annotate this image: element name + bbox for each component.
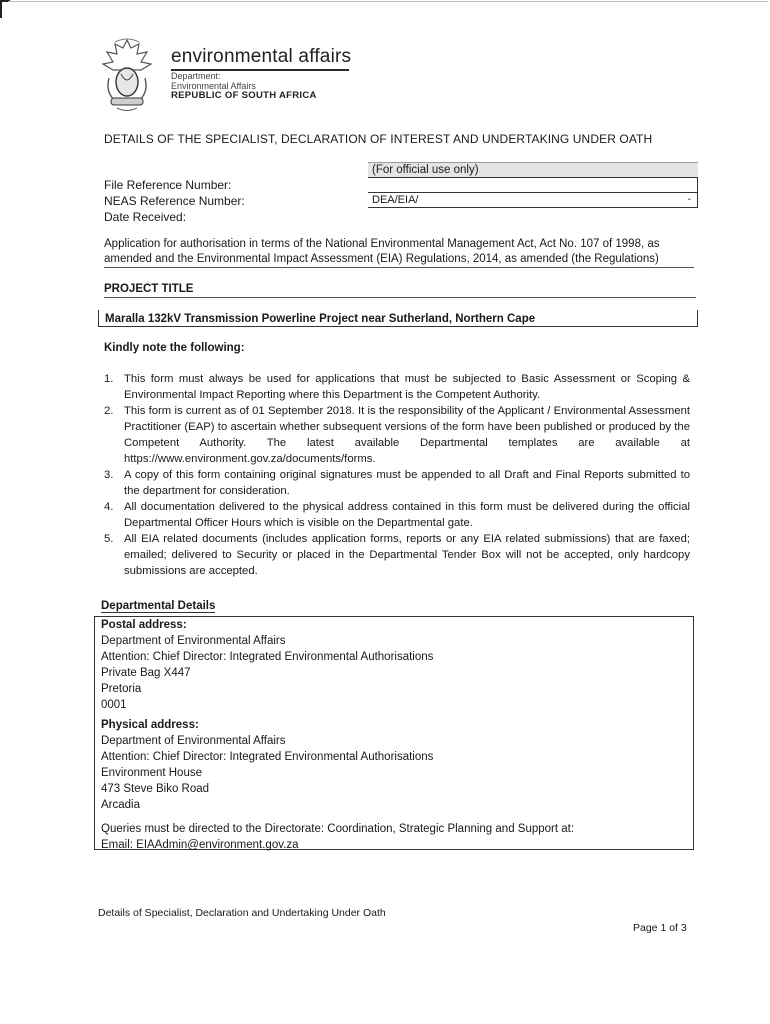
physical-address <box>101 717 433 813</box>
departmental-details-box <box>94 616 694 850</box>
email-address: Email: EIAAdmin@environment.gov.za <box>101 839 299 851</box>
physical-address-line: Arcadia <box>101 799 140 811</box>
footer-page-number: Page 1 of 3 <box>633 922 687 934</box>
brand-block <box>171 46 352 101</box>
postal-address-line: 0001 <box>101 699 127 711</box>
footer-document-name: Details of Specialist, Declaration and Undertaking Under Oath <box>98 907 386 919</box>
queries-block <box>101 821 574 853</box>
neas-reference-value: DEA/EIA/ <box>372 194 419 206</box>
coat-of-arms-icon <box>95 34 159 114</box>
project-title-heading: PROJECT TITLE <box>104 283 194 295</box>
list-item <box>104 467 690 499</box>
physical-address-line: Attention: Chief Director: Integrated Environmental Authorisations <box>101 751 434 763</box>
list-item <box>104 403 690 467</box>
list-item-text: All EIA related documents (includes application forms, reports or any EIA related submissions) that are faxed; emailed; delivered to Security or placed in the Departmental Tender Box will not be accepted, only hardcopy submissions are accepted. <box>124 533 690 577</box>
list-item <box>104 499 690 531</box>
brand-title: environmental affairs <box>171 46 349 71</box>
physical-address-line: Department of Environmental Affairs <box>101 735 286 747</box>
physical-address-line: Environment House <box>101 767 202 779</box>
project-title-rule <box>104 297 696 298</box>
list-item <box>104 531 690 579</box>
departmental-details-heading: Departmental Details <box>101 600 216 612</box>
notes-list <box>104 371 690 579</box>
list-item-number: 5. <box>104 533 114 545</box>
neas-reference-label: NEAS Reference Number: <box>104 194 245 208</box>
brand-department-name: Environmental Affairs <box>171 81 256 91</box>
brand-country: REPUBLIC OF SOUTH AFRICA <box>171 90 317 101</box>
brand-department-label: Department: <box>171 71 221 81</box>
list-item-number: 3. <box>104 469 114 481</box>
neas-reference-field <box>368 193 698 208</box>
project-title-text: Maralla 132kV Transmission Powerline Project near Sutherland, Northern Cape <box>105 313 536 325</box>
official-use-box <box>368 162 698 208</box>
postal-address-line: Department of Environmental Affairs <box>101 635 286 647</box>
postal-address-line: Private Bag X447 <box>101 667 191 679</box>
reference-labels <box>104 177 245 225</box>
list-item-number: 4. <box>104 501 114 513</box>
postal-address <box>101 617 433 713</box>
scan-top-edge <box>8 1 768 2</box>
list-item-text: All documentation delivered to the physical address contained in this form must be delivered during the official Departmental Officer Hours which is visible on the Departmental gate. <box>124 501 690 529</box>
list-item-number: 2. <box>104 405 114 417</box>
notes-heading: Kindly note the following: <box>104 342 245 354</box>
list-item-number: 1. <box>104 373 114 385</box>
list-item <box>104 371 690 403</box>
list-item-text: This form must always be used for applications that must be subjected to Basic Assessment or Scoping & Environmental Impact Reporting where this Department is the Competent Authority. <box>124 373 690 401</box>
postal-address-line: Pretoria <box>101 683 142 695</box>
intro-paragraph <box>104 237 694 268</box>
neas-reference-dash: - <box>687 194 691 205</box>
physical-address-line: 473 Steve Biko Road <box>101 783 210 795</box>
postal-address-line: Attention: Chief Director: Integrated Environmental Authorisations <box>101 651 434 663</box>
queries-text: Queries must be directed to the Directorate: Coordination, Strategic Planning and Support at: <box>101 823 575 835</box>
file-reference-field <box>368 177 698 193</box>
official-use-heading: (For official use only) <box>368 162 698 177</box>
file-reference-label: File Reference Number: <box>104 178 232 192</box>
scan-corner-mark <box>0 0 10 18</box>
intro-paragraph-text: Application for authorisation in terms of the National Environmental Management Act, Act No. 107 of 1998, as amended and the Environmental Impact Assessment (EIA) Regulations, 2014, as amended (the Regulations) <box>104 237 694 268</box>
physical-address-heading: Physical address: <box>101 719 199 731</box>
document-title: DETAILS OF THE SPECIALIST, DECLARATION OF INTEREST AND UNDERTAKING UNDER OATH <box>104 132 653 146</box>
date-received-label: Date Received: <box>104 210 187 224</box>
list-item-text: A copy of this form containing original signatures must be appended to all Draft and Final Reports submitted to the department for consideration. <box>124 469 690 497</box>
project-title-box <box>98 310 698 327</box>
postal-address-heading: Postal address: <box>101 619 187 631</box>
list-item-text: This form is current as of 01 September 2018. It is the responsibility of the Applicant / Environmental Assessment Practitioner (EAP) to ascertain whether subsequent versions of the form have been published or produced by the Competent Authority. The latest available Departmental templates are available at https://www.environment.gov.za/documents/forms. <box>124 405 690 465</box>
